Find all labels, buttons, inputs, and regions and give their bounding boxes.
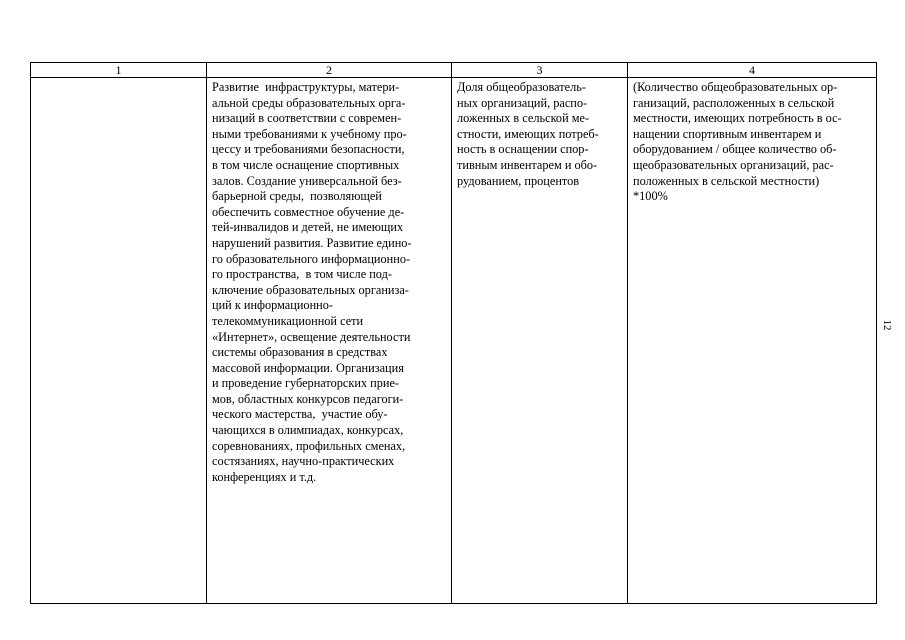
header-cell-4: 4 — [628, 63, 877, 78]
cell-line: щеобразовательных организаций, рас- — [633, 157, 834, 172]
cell-line: тей-инвалидов и детей, не имеющих — [212, 220, 404, 235]
cell-line: ными требованиями к учебному про- — [212, 126, 407, 141]
cell-line: рудованием, процентов — [457, 173, 580, 188]
cell-line: массовой информации. Организация — [212, 360, 404, 375]
header-row — [31, 63, 877, 78]
cell-line: положенных в сельской местности) — [633, 173, 820, 188]
cell-line: альной среды образовательных орга- — [212, 95, 406, 110]
table-row — [31, 78, 877, 604]
header-cell-3: 3 — [452, 63, 628, 78]
cell-line: мов, областных конкурсов педагоги- — [212, 391, 404, 406]
cell-col-3 — [452, 78, 628, 604]
header-cell-2: 2 — [207, 63, 452, 78]
cell-line: Доля общеобразователь- — [457, 80, 586, 94]
cell-line: ганизаций, расположенных в сельской — [633, 95, 835, 110]
cell-line: нащении спортивным инвентарем и — [633, 126, 822, 141]
cell-col-1 — [31, 78, 207, 604]
cell-line: соревнованиях, профильных сменах, — [212, 438, 406, 453]
cell-line: конференциях и т.д. — [212, 469, 317, 484]
cell-line: обеспечить совместное обучение де- — [212, 204, 405, 219]
cell-line: *100% — [633, 189, 668, 204]
cell-line: телекоммуникационной сети — [212, 313, 364, 328]
cell-text — [452, 78, 627, 189]
cell-col-2 — [207, 78, 452, 604]
cell-line: барьерной среды, позволяющей — [212, 189, 382, 204]
header-cell-1: 1 — [31, 63, 207, 78]
cell-line: цессу и требованиями безопасности, — [212, 142, 405, 157]
cell-line: стности, имеющих потреб- — [457, 126, 599, 141]
page-number: 12 — [881, 319, 893, 331]
cell-line: местности, имеющих потребность в ос- — [633, 111, 842, 126]
cell-line: Развитие инфраструктуры, матери- — [212, 80, 400, 94]
document-table — [30, 62, 877, 604]
cell-line: оборудованием / общее количество об- — [633, 142, 837, 157]
cell-line: и проведение губернаторских прие- — [212, 376, 400, 391]
cell-line: го пространства, в том числе под- — [212, 267, 392, 282]
cell-line: «Интернет», освещение деятельности — [212, 329, 411, 344]
cell-line: системы образования в средствах — [212, 345, 388, 360]
cell-line: состязаниях, научно-практических — [212, 454, 395, 469]
cell-col-4 — [628, 78, 877, 604]
cell-text — [31, 78, 206, 80]
cell-line: низаций в соответствии с современ- — [212, 111, 402, 126]
cell-line: ложенных в сельской ме- — [457, 111, 590, 126]
cell-line: ций к информационно- — [212, 298, 333, 313]
cell-line: ность в оснащении спор- — [457, 142, 589, 157]
cell-line: ческого мастерства, участие обу- — [212, 407, 388, 422]
cell-line: нарушений развития. Развитие едино- — [212, 235, 412, 250]
cell-line: в том числе оснащение спортивных — [212, 157, 400, 172]
cell-line: (Количество общеобразовательных ор- — [633, 80, 838, 94]
cell-line: ных организаций, распо- — [457, 95, 588, 110]
cell-line: ключение образовательных организа- — [212, 282, 409, 297]
cell-text — [207, 78, 451, 485]
cell-line: залов. Создание универсальной без- — [212, 173, 402, 188]
cell-line: чающихся в олимпиадах, конкурсах, — [212, 423, 404, 438]
cell-line: го образовательного информационно- — [212, 251, 411, 266]
cell-line: тивным инвентарем и обо- — [457, 157, 598, 172]
cell-text — [628, 78, 876, 205]
